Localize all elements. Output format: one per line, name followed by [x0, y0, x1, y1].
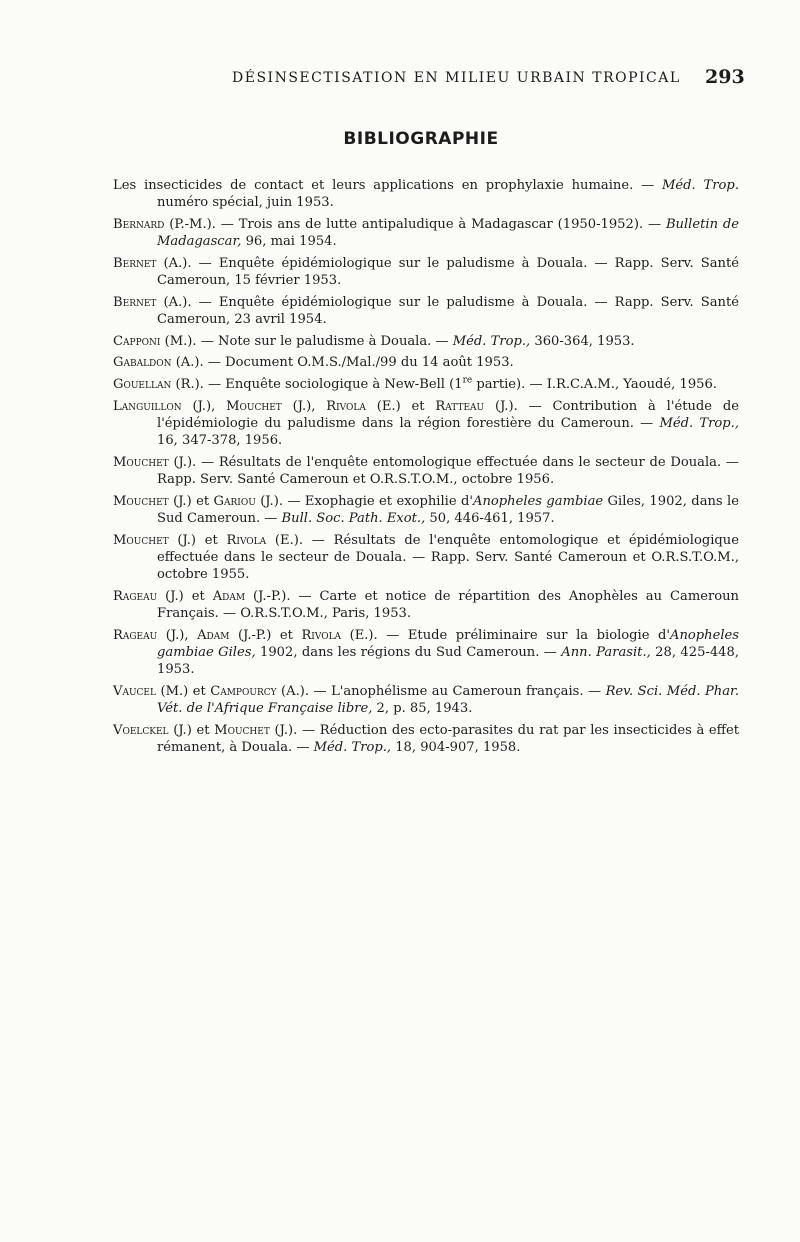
author-name: Rivola — [326, 398, 366, 414]
entry-text: 50, 446-461, 1957. — [425, 510, 555, 526]
entry-text: (R.). — Enquête sociologique à New-Bell (1 — [171, 377, 463, 393]
entry-text: (E.). — Etude préliminaire sur la biologie d' — [341, 627, 670, 643]
journal-title: Méd. Trop., — [659, 415, 739, 431]
bibliography-entry — [113, 294, 739, 328]
author-name: Bernet — [113, 294, 157, 310]
running-head: DÉSINSECTISATION EN MILIEU URBAIN TROPICAL — [232, 70, 681, 86]
entry-text: 16, 347-378, 1956. — [157, 433, 283, 449]
author-name: Voelckel — [113, 722, 169, 738]
entry-text: (J.) et — [168, 493, 214, 509]
entry-text: (J.), — [157, 627, 198, 643]
journal-title: Méd. Trop., — [313, 739, 392, 755]
entry-text: (J.), — [281, 398, 327, 414]
bibliography-entry — [113, 354, 739, 371]
bibliography-entry — [113, 454, 739, 488]
bibliography-list — [113, 177, 739, 761]
entry-text: (P.-M.). — Trois ans de lutte antipaludique à Madagascar (1950-1952). — — [164, 216, 666, 232]
author-name: Mouchet — [113, 532, 169, 548]
author-name: Vaucel — [113, 683, 156, 699]
author-name: Ratteau — [435, 398, 485, 414]
bibliography-entry — [113, 683, 739, 717]
entry-text: numéro spécial, juin 1953. — [157, 195, 334, 211]
author-name: Gabaldon — [113, 355, 172, 371]
bibliography-entry — [113, 376, 739, 393]
entry-text: (J.). — Contribution à l'étude de l'épidémiologie du paludisme dans la région forestière du Cameroun. — — [157, 398, 740, 431]
entry-text: (J.) et — [157, 588, 213, 604]
entry-text: 18, 904-907, 1958. — [391, 739, 521, 755]
author-name: Bernet — [113, 255, 157, 271]
bibliography-entry — [113, 398, 739, 450]
author-name: Mouchet — [113, 493, 169, 509]
bibliography-entry — [113, 255, 739, 289]
entry-text: (E.) et — [365, 398, 436, 414]
entry-text: (E.). — Résultats de l'enquête entomologique et épidémiologique effectuée dans le secteur de Douala. — Rapp. Serv. Santé Cameroun et O.R.S.T.O.M., octobre 1955. — [157, 532, 739, 583]
bibliography-entry — [113, 588, 739, 622]
entry-text: (M.). — Note sur le paludisme à Douala. — — [160, 333, 453, 349]
author-name: Rivola — [226, 532, 267, 548]
journal-title: Bulletin de Madagascar, — [157, 216, 739, 250]
entry-text: (J.-P.). — Carte et notice de répartition des Anophèles au Cameroun Français. — O.R.S.T.O.M., Paris, 1953. — [157, 588, 739, 621]
entry-text: (A.). — L'anophélisme au Cameroun français. — — [276, 683, 606, 699]
entry-text: 28, 425-448, 1953. — [157, 644, 739, 678]
journal-title: Rev. Sci. Méd. Phar. Vét. de l'Afrique Française libre, — [157, 683, 739, 716]
author-name: Rageau — [113, 588, 158, 604]
entry-text: (A.). — Enquête épidémiologique sur le paludisme à Douala. — Rapp. Serv. Santé Cameroun, 15 février 1953. — [156, 255, 739, 289]
bibliography-entry — [113, 627, 739, 679]
bibliography-entry — [113, 177, 739, 211]
journal-title: Méd. Trop. — [662, 178, 739, 193]
author-name: Gouellan — [113, 377, 172, 393]
entry-text: 2, p. 85, 1943. — [372, 700, 473, 716]
entry-text: (A.). — Enquête épidémiologique sur le paludisme à Douala. — Rapp. Serv. Santé Cameroun, 23 avril 1954. — [156, 294, 739, 327]
author-name: Rageau — [113, 627, 158, 643]
entry-text: (J.), — [181, 398, 227, 414]
entry-text: Giles, 1902, dans le Sud Cameroun. — — [157, 493, 739, 526]
entry-text: (J.). — Résultats de l'enquête entomologique effectuée dans le secteur de Douala. — Rapp. Serv. Santé Cameroun et O.R.S.T.O.M., octobre 1956. — [157, 454, 739, 488]
author-name: Mouchet — [214, 722, 270, 738]
entry-text: (M.) et — [155, 683, 211, 699]
author-name: Languillon — [113, 398, 182, 414]
bibliography-entry — [113, 333, 739, 350]
author-name: Rivola — [301, 627, 342, 643]
journal-title: Méd. Trop., — [452, 333, 531, 349]
bibliography-entry — [113, 216, 739, 250]
entry-text: 1902, dans les régions du Sud Cameroun. — — [255, 644, 562, 660]
entry-text: re — [462, 375, 473, 386]
author-name: Adam — [212, 588, 246, 604]
bibliography-entry — [113, 722, 739, 756]
journal-title: Anopheles gambiae Giles, — [157, 627, 739, 660]
author-name: Gariou — [213, 493, 256, 509]
journal-title: Anopheles gambiae — [473, 493, 604, 509]
entry-text: 96, mai 1954. — [241, 234, 337, 250]
entry-text: (J.-P.) et — [229, 627, 302, 643]
page-number: 293 — [705, 66, 745, 88]
entry-text: (J.). — Exophagie et exophilie d' — [255, 493, 473, 509]
author-name: Mouchet — [226, 398, 282, 414]
author-name: Capponi — [113, 333, 161, 349]
bibliography-entry — [113, 532, 739, 584]
journal-title: Ann. Parasit., — [561, 644, 651, 660]
entry-text: (J.) et — [168, 532, 227, 548]
entry-text: partie). — I.R.C.A.M., Yaoudé, 1956. — [472, 377, 717, 393]
author-name: Adam — [197, 627, 230, 643]
author-name: Bernard — [113, 216, 165, 232]
entry-text: 360-364, 1953. — [530, 333, 635, 349]
entry-text: (A.). — Document O.M.S./Mal./99 du 14 août 1953. — [171, 355, 514, 371]
entry-text: (J.). — Réduction des ecto-parasites du rat par les insecticides à effet rémanent, à Douala. — — [157, 722, 739, 755]
section-heading: BIBLIOGRAPHIE — [343, 129, 499, 149]
author-name: Campourcy — [210, 683, 277, 699]
author-name: Mouchet — [113, 454, 169, 470]
journal-title: Bull. Soc. Path. Exot., — [281, 510, 426, 526]
entry-text: Les insecticides de contact et leurs applications en prophylaxie humaine. — — [113, 178, 663, 193]
entry-text: (J.) et — [168, 722, 215, 738]
bibliography-entry — [113, 493, 739, 527]
